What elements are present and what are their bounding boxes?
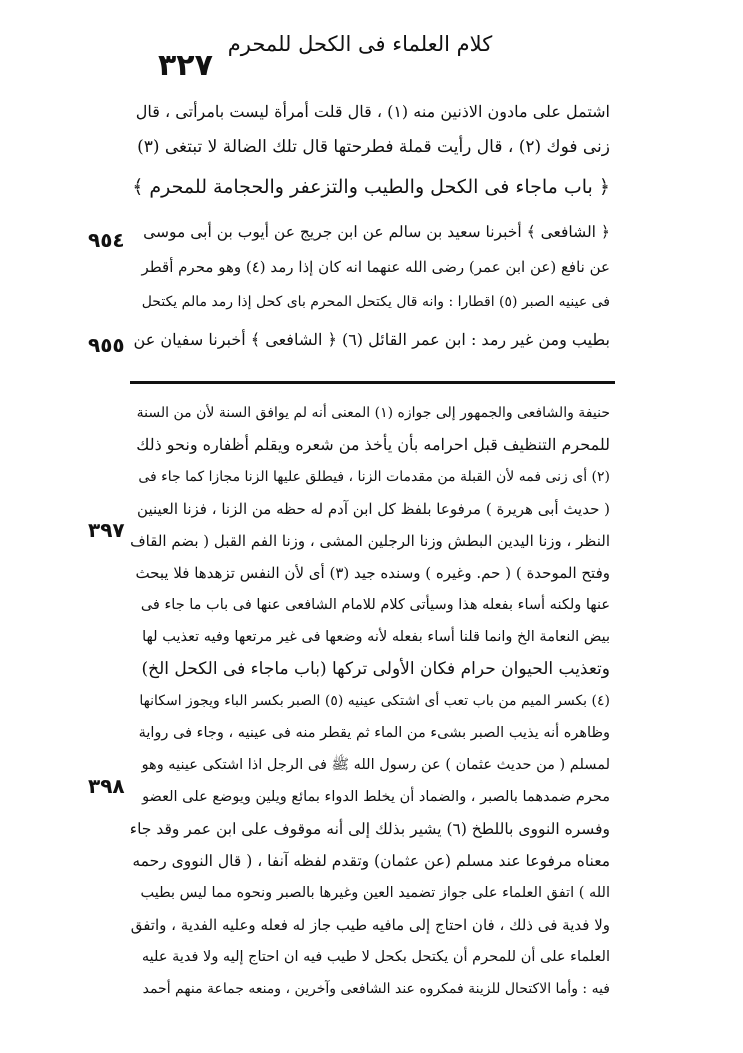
page-number: ٣٢٧ xyxy=(158,48,213,83)
main-line-7: بطيب ومن غير رمد : ابن عمر القائل (٦) ﴿ الشافعى ﴾ أخبرنا سفيان عن xyxy=(133,330,610,349)
footnote-line-12: لمسلم ( من حديث عثمان ) عن رسول الله ﷺ فى الرجل اذا اشتكى عينيه وهو xyxy=(141,757,610,773)
footnote-line-16: الله ) اتفق العلماء على جواز تضميد العين وغيرها بالصبر ونحوه مما ليس بطيب xyxy=(140,885,610,901)
main-line-5: عن نافع (عن ابن عمر) رضى الله عنهما انه كان إذا رمد (٤) وهو محرم أقطر xyxy=(141,258,610,276)
margin-number-397: ٣٩٧ xyxy=(88,518,125,542)
main-line-4: ﴿ الشافعى ﴾ أخبرنا سعيد بن سالم عن ابن جريج عن أيوب بن أبى موسى xyxy=(143,223,610,241)
footnote-line-14: وفسره النووى باللطخ (٦) يشير بذلك إلى أنه موقوف على ابن عمر وقد جاء xyxy=(130,820,610,838)
footnote-line-7: عنها ولكنه أساء بفعله هذا وسيأتى كلام للامام الشافعى عنها فى باب ما جاء فى xyxy=(140,597,610,613)
hadith-number-954: ٩٥٤ xyxy=(88,228,125,252)
main-line-1: اشتمل على مادون الاذنين منه (١) ، قال قلت أمرأة ليست بامرأتى ، قال xyxy=(135,102,610,121)
footnote-divider xyxy=(130,381,615,384)
footnote-line-6: وفتح الموحدة ) ( حم. وغيره ) وسنده جيد (٣) أى لأن النفس تزهدها فلا يبحث xyxy=(135,564,610,582)
footnote-line-4: ( حديث أبى هريرة ) مرفوعا بلفظ كل ابن آدم له حظه من الزنا ، فزنا العينين xyxy=(137,500,610,518)
footnote-line-15: معناه مرفوعا عند مسلم (عن عثمان) وتقدم لفظه آنفا ، ( قال النووى رحمه xyxy=(132,852,610,870)
footnote-line-17: ولا فدية فى ذلك ، فان احتاج إلى مافيه طيب جاز له فعله وعليه الفدية ، واتفق xyxy=(130,916,610,934)
chapter-heading: ﴿ باب ماجاء فى الكحل والطيب والتزعفر والحجامة للمحرم ﴾ xyxy=(132,176,610,198)
main-line-6: فى عينيه الصبر (٥) اقطارا : وانه قال يكتحل المحرم باى كحل إذا رمد مالم يكتحل xyxy=(141,294,610,310)
footnote-line-9: وتعذيب الحيوان حرام فكان الأولى تركها (باب ماجاء فى الكحل الخ) xyxy=(141,659,610,679)
footnote-line-11: وظاهره أنه يذيب الصبر بشىء من الماء ثم يقطر منه فى عينيه ، وجاء فى رواية xyxy=(138,725,610,741)
running-header-title: كلام العلماء فى الكحل للمحرم xyxy=(227,32,493,56)
footnote-line-3: (٢) أى زنى فمه لأن القبلة من مقدمات الزنا ، فيطلق عليها الزنا مجازا كما جاء فى xyxy=(138,469,610,485)
footnote-line-18: العلماء على أن للمحرم أن يكتحل بكحل لا طيب فيه ان احتاج إليه ولا فدية عليه xyxy=(141,949,610,965)
hadith-number-955: ٩٥٥ xyxy=(88,333,125,357)
footnote-line-1: حنيفة والشافعى والجمهور إلى جوازه (١) المعنى أنه لم يوافق السنة لأن من السنة xyxy=(136,405,610,421)
footnote-line-10: (٤) بكسر الميم من باب تعب أى اشتكى عينيه (٥) الصبر بكسر الباء ويجوز اسكانها xyxy=(139,693,610,709)
footnote-line-2: للمحرم التنظيف قبل احرامه بأن يأخذ من شعره ويقلم أظفاره ونحو ذلك xyxy=(136,435,610,454)
main-line-2: زنى فوك (٢) ، قال رأيت قملة فطرحتها قال تلك الضالة لا تبتغى (٣) xyxy=(137,137,610,157)
footnote-line-8: بيض النعامة الخ وانما قلنا أساء بفعله لأنه وضعها فى غير مرتعها وفيه تعذيب لها xyxy=(142,629,610,645)
footnote-line-13: محرم ضمدهما بالصبر ، والضماد أن يخلط الدواء بمائع ويلين ويوضع على العضو xyxy=(142,789,610,805)
footnote-line-19: فيه : وأما الاكتحال للزينة فمكروه عند الشافعى وآخرين ، ومنعه جماعة منهم أحمد xyxy=(142,981,610,997)
margin-number-398: ٣٩٨ xyxy=(88,774,125,798)
footnote-line-5: النظر ، وزنا اليدين البطش وزنا الرجلين المشى ، وزنا الفم القبل ( بضم القاف xyxy=(130,532,610,550)
